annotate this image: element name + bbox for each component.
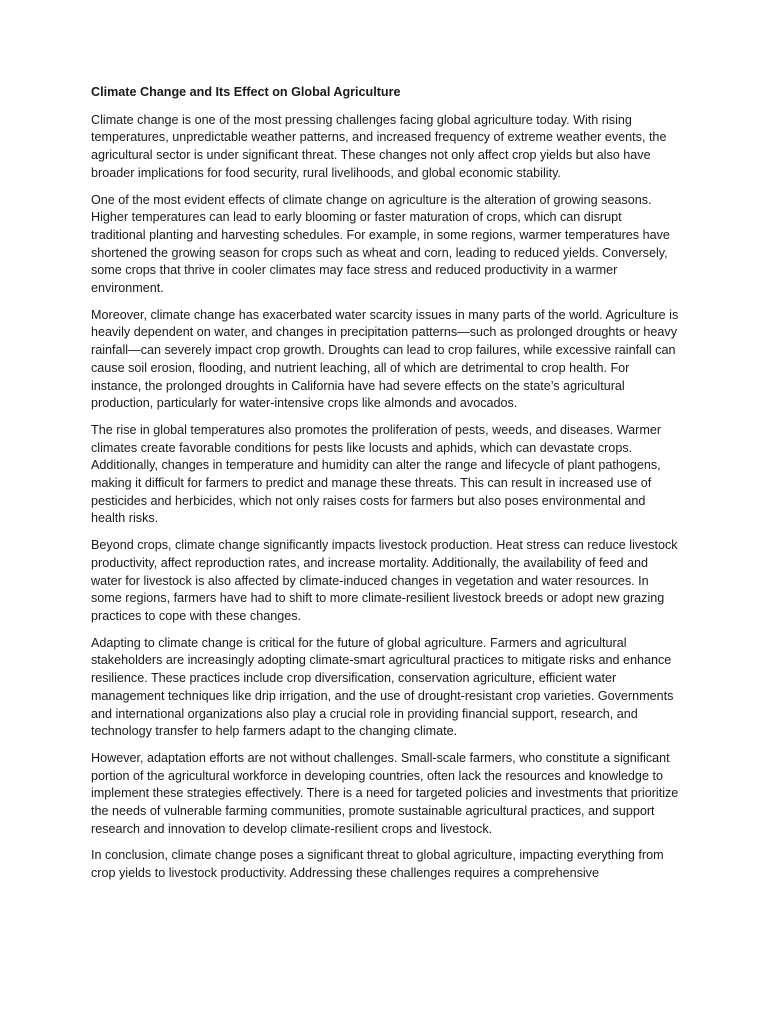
paragraph-adaptation: Adapting to climate change is critical for the future of global agriculture. Farmers and agricultural stakeholders are increasingly adopting climate-smart agricultural practices to mitigate risks and enhance resilience. These practices include crop diversification, conservation agriculture, efficient water management techniques like drip irrigation, and the use of drought-resistant crop varieties. Governments and international organizations also play a crucial role in providing financial support, research, and technology transfer to help farmers adapt to the changing climate. — [91, 635, 674, 739]
paragraph-growing-seasons: One of the most evident effects of climate change on agriculture is the alteration of growing seasons. Higher temperatures can lead to early blooming or faster maturation of crops, which can disrupt traditional planting and harvesting schedules. For example, in some regions, warmer temperatures have shortened the growing season for crops such as wheat and corn, leading to reduced yields. Conversely, some crops that thrive in cooler climates may face stress and reduced productivity in a warmer environment. — [91, 192, 670, 296]
paragraph-conclusion: In conclusion, climate change poses a significant threat to global agriculture, impacting everything from crop yields to livestock productivity. Addressing these challenges requires a comprehensive — [91, 848, 664, 881]
document-title: Climate Change and Its Effect on Global Agriculture — [91, 85, 401, 99]
paragraph-intro: Climate change is one of the most pressing challenges facing global agriculture today. With rising temperatures, unpredictable weather patterns, and increased frequency of extreme weather events, the agricultural sector is under significant threat. These changes not only affect crop yields but also have broader implications for food security, rural livelihoods, and global economic stability. — [91, 112, 667, 180]
paragraph-challenges: However, adaptation efforts are not without challenges. Small-scale farmers, who constitute a significant portion of the agricultural workforce in developing countries, often lack the resources and knowledge to implement these strategies effectively. There is a need for targeted policies and investments that prioritize the needs of vulnerable farming communities, promote sustainable agricultural practices, and support research and innovation to develop climate-resilient crops and livestock. — [91, 750, 679, 836]
paragraph-water-scarcity: Moreover, climate change has exacerbated water scarcity issues in many parts of the world. Agriculture is heavily dependent on water, and changes in precipitation patterns—such as prolonged droughts or heavy rainfall—can severely impact crop growth. Droughts can lead to crop failures, while excessive rainfall can cause soil erosion, flooding, and nutrient leaching, all of which are detrimental to crop health. For instance, the prolonged droughts in California have had severe effects on the state’s agricultural production, particularly for water-intensive crops like almonds and avocados. — [91, 307, 679, 411]
paragraph-livestock: Beyond crops, climate change significantly impacts livestock production. Heat stress can reduce livestock productivity, affect reproduction rates, and increase mortality. Additionally, the availability of feed and water for livestock is also affected by climate-induced changes in vegetation and water resources. In some regions, farmers have had to shift to more climate-resilient livestock breeds or adopt new grazing practices to cope with these changes. — [91, 538, 678, 623]
paragraph-pests-diseases: The rise in global temperatures also promotes the proliferation of pests, weeds, and diseases. Warmer climates create favorable conditions for pests like locusts and aphids, which can devastate crops. Additionally, changes in temperature and humidity can alter the range and lifecycle of plant pathogens, making it difficult for farmers to predict and manage these threats. This can result in increased use of pesticides and herbicides, which not only raises costs for farmers but also poses environmental and health risks. — [91, 422, 662, 526]
document-body — [91, 84, 679, 892]
